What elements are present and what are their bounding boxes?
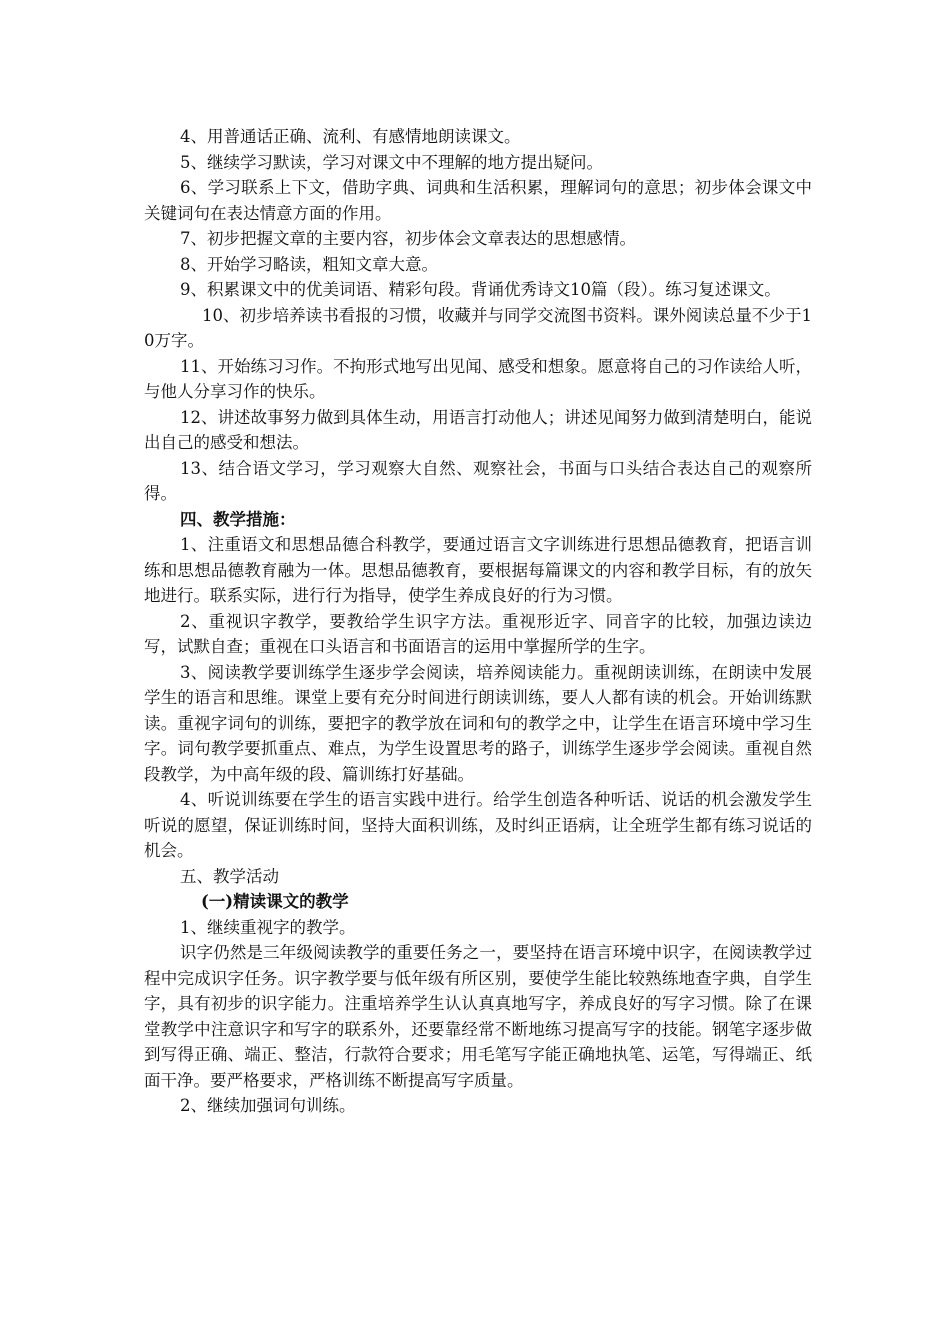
goal-6: 6、学习联系上下文，借助字典、词典和生活积累，理解词句的意思；初步体会课文中关键词句在表达情意方面的作用。 xyxy=(144,178,812,223)
goal-13: 13、结合语文学习，学习观察大自然、观察社会，书面与口头结合表达自己的观察所得。 xyxy=(144,458,812,503)
goal-4: 4、用普通话正确、流利、有感情地朗读课文。 xyxy=(180,127,521,146)
goal-7: 7、初步把握文章的主要内容，初步体会文章表达的思想感情。 xyxy=(180,229,636,248)
measure-2: 2、重视识字教学，要教给学生识字方法。重视形近字、同音字的比较，加强边读边写，试默自查；重视在口头语言和书面语言的运用中掌握所学的生字。 xyxy=(144,611,812,656)
measure-4: 4、听说训练要在学生的语言实践中进行。给学生创造各种听话、说话的机会激发学生听说的愿望，保证训练时间，坚持大面积训练，及时纠正语病，让全班学生都有练习说话的机会。 xyxy=(144,790,812,860)
goal-5: 5、继续学习默读，学习对课文中不理解的地方提出疑问。 xyxy=(180,152,603,172)
measure-3: 3、阅读教学要训练学生逐步学会阅读，培养阅读能力。重视朗读训练，在朗读中发展学生的语言和思维。课堂上要有充分时间进行朗读训练，要人人都有读的机会。开始训练默读。重视字词句的训练，要把字的教学放在词和句的教学之中，让学生在语言环境中学习生字。词句教学要抓重点、难点，为学生设置思考的路子，训练学生逐步学会阅读。重视自然段教学，为中高年级的段、篇训练打好基础。 xyxy=(144,662,812,784)
goal-11: 11、开始练习习作。不拘形式地写出见闻、感受和想象。愿意将自己的习作读给人听，与他人分享习作的快乐。 xyxy=(144,356,812,401)
document-body xyxy=(144,124,812,1119)
activity-2-title: 2、继续加强词句训练。 xyxy=(180,1096,356,1115)
goal-10: 10、初步培养读书看报的习惯，收藏并与同学交流图书资料。课外阅读总量不少于10万字。 xyxy=(144,305,812,350)
measure-1: 1、注重语文和思想品德合科教学，要通过语言文字训练进行思想品德教育，把语言训练和思想品德教育融为一体。思想品德教育，要根据每篇课文的内容和教学目标，有的放矢地进行。联系实际，进行行为指导，使学生养成良好的行为习惯。 xyxy=(144,535,812,605)
section-heading-activities: 五、教学活动 xyxy=(180,866,279,886)
activity-1-title: 1、继续重视字的教学。 xyxy=(180,917,356,937)
section-heading-measures: 四、教学措施： xyxy=(180,509,296,529)
subsection-heading-intensive-reading: (一)精读课文的教学 xyxy=(201,892,349,911)
goal-9: 9、积累课文中的优美词语、精彩句段。背诵优秀诗文10篇（段）。练习复述课文。 xyxy=(180,280,781,299)
goal-8: 8、开始学习略读，粗知文章大意。 xyxy=(180,254,438,274)
goal-12: 12、讲述故事努力做到具体生动，用语言打动他人；讲述见闻努力做到清楚明白，能说出自己的感受和想法。 xyxy=(144,407,812,452)
activity-1-body: 识字仍然是三年级阅读教学的重要任务之一，要坚持在语言环境中识字，在阅读教学过程中完成识字任务。识字教学要与低年级有所区别，要使学生能比较熟练地查字典，自学生字，具有初步的识字能力。注重培养学生认认真真地写字，养成良好的写字习惯。除了在课堂教学中注意识字和写字的联系外，还要靠经常不断地练习提高写字的技能。钢笔字逐步做到写得正确、端正、整洁，行款符合要求；用毛笔写字能正确地执笔、运笔，写得端正、纸面干净。要严格要求，严格训练不断提高写字质量。 xyxy=(144,943,812,1090)
